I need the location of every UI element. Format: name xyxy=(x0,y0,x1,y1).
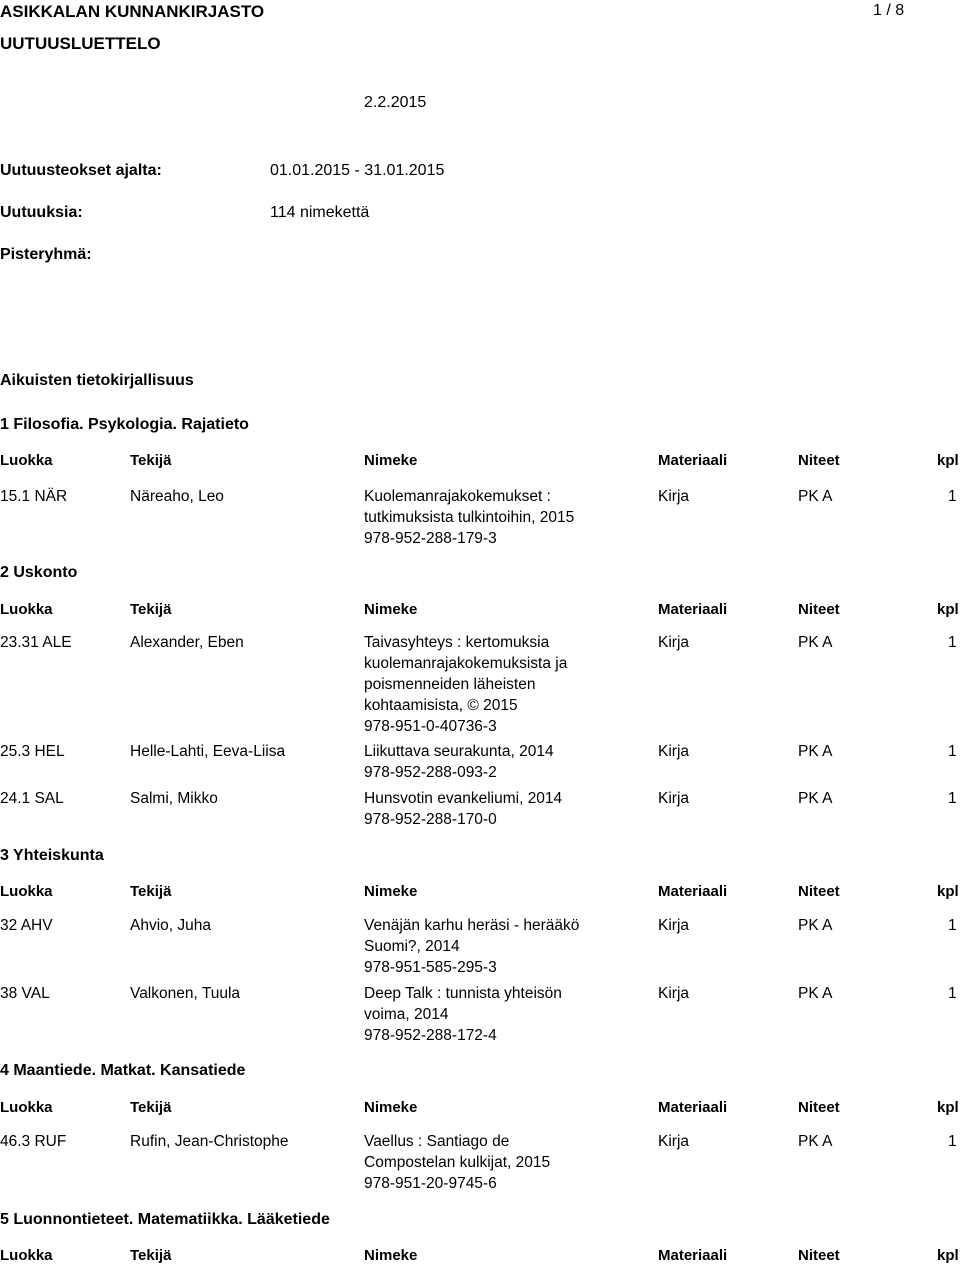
row-isbn: 978-951-20-9745-6 xyxy=(364,1175,497,1192)
col-luokka: Luokka xyxy=(0,883,53,900)
section-title: 3 Yhteiskunta xyxy=(0,847,104,864)
col-kpl: kpl xyxy=(937,1247,959,1264)
count-value: 114 nimekettä xyxy=(270,204,370,221)
row-kpl: 1 xyxy=(948,790,957,807)
row-niteet: PK A xyxy=(798,1133,833,1150)
row-kpl: 1 xyxy=(948,1133,957,1150)
row-isbn: 978-951-0-40736-3 xyxy=(364,718,497,735)
col-materiaali: Materiaali xyxy=(658,601,728,618)
col-nimeke: Nimeke xyxy=(364,1247,418,1264)
row-kpl: 1 xyxy=(948,985,957,1002)
section-title: 1 Filosofia. Psykologia. Rajatieto xyxy=(0,416,249,433)
col-niteet: Niteet xyxy=(798,452,840,469)
col-kpl: kpl xyxy=(937,1099,959,1116)
row-isbn: 978-952-288-179-3 xyxy=(364,530,497,547)
col-materiaali: Materiaali xyxy=(658,452,728,469)
row-materiaali: Kirja xyxy=(658,1133,690,1150)
col-luokka: Luokka xyxy=(0,452,53,469)
row-tekija: Alexander, Eben xyxy=(130,634,244,651)
col-niteet: Niteet xyxy=(798,601,840,618)
category-heading: Aikuisten tietokirjallisuus xyxy=(0,372,194,389)
col-tekija: Tekijä xyxy=(130,452,172,469)
row-luokka: 46.3 RUF xyxy=(0,1133,67,1150)
group-label: Pisteryhmä: xyxy=(0,246,92,263)
period-value: 01.01.2015 - 31.01.2015 xyxy=(270,162,445,179)
period-label: Uutuusteokset ajalta: xyxy=(0,162,162,179)
col-niteet: Niteet xyxy=(798,883,840,900)
row-luokka: 32 AHV xyxy=(0,917,53,934)
col-materiaali: Materiaali xyxy=(658,1247,728,1264)
row-isbn: 978-951-585-295-3 xyxy=(364,959,497,976)
row-tekija: Helle-Lahti, Eeva-Liisa xyxy=(130,743,286,760)
row-materiaali: Kirja xyxy=(658,634,690,651)
row-niteet: PK A xyxy=(798,790,833,807)
row-nimeke: Hunsvotin evankeliumi, 2014 xyxy=(364,790,563,807)
row-materiaali: Kirja xyxy=(658,985,690,1002)
col-tekija: Tekijä xyxy=(130,1247,172,1264)
library-name: ASIKKALAN KUNNANKIRJASTO xyxy=(0,2,265,21)
row-nimeke: Taivasyhteys : kertomuksia kuolemanrajakokemuksista ja poismenneiden läheisten kohtaamisista, © 2015 xyxy=(364,634,568,714)
col-nimeke: Nimeke xyxy=(364,601,418,618)
row-isbn: 978-952-288-093-2 xyxy=(364,764,497,781)
row-nimeke: Kuolemanrajakokemukset : tutkimuksista tulkintoihin, 2015 xyxy=(364,488,575,526)
col-tekija: Tekijä xyxy=(130,1099,172,1116)
row-isbn: 978-952-288-170-0 xyxy=(364,811,497,828)
list-title: UUTUUSLUETTELO xyxy=(0,34,161,53)
col-kpl: kpl xyxy=(937,601,959,618)
col-kpl: kpl xyxy=(937,883,959,900)
row-kpl: 1 xyxy=(948,488,957,505)
count-label: Uutuuksia: xyxy=(0,204,83,221)
row-tekija: Valkonen, Tuula xyxy=(130,985,241,1002)
row-luokka: 24.1 SAL xyxy=(0,790,64,807)
row-tekija: Ahvio, Juha xyxy=(130,917,211,934)
col-luokka: Luokka xyxy=(0,1247,53,1264)
row-luokka: 23.31 ALE xyxy=(0,634,72,651)
row-nimeke: Venäjän karhu heräsi - herääkö Suomi?, 2014 xyxy=(364,917,580,955)
row-niteet: PK A xyxy=(798,634,833,651)
row-nimeke: Vaellus : Santiago de Compostelan kulkijat, 2015 xyxy=(364,1133,551,1171)
row-kpl: 1 xyxy=(948,917,957,934)
row-niteet: PK A xyxy=(798,985,833,1002)
row-materiaali: Kirja xyxy=(658,790,690,807)
row-isbn: 978-952-288-172-4 xyxy=(364,1027,497,1044)
col-nimeke: Nimeke xyxy=(364,452,418,469)
col-nimeke: Nimeke xyxy=(364,1099,418,1116)
row-tekija: Salmi, Mikko xyxy=(130,790,218,807)
row-nimeke: Deep Talk : tunnista yhteisön voima, 2014 xyxy=(364,985,562,1023)
row-luokka: 15.1 NÄR xyxy=(0,488,68,505)
row-tekija: Rufin, Jean-Christophe xyxy=(130,1133,289,1150)
row-niteet: PK A xyxy=(798,743,833,760)
col-nimeke: Nimeke xyxy=(364,883,418,900)
row-nimeke: Liikuttava seurakunta, 2014 xyxy=(364,743,554,760)
row-materiaali: Kirja xyxy=(658,488,690,505)
row-materiaali: Kirja xyxy=(658,743,690,760)
col-materiaali: Materiaali xyxy=(658,883,728,900)
row-luokka: 25.3 HEL xyxy=(0,743,65,760)
col-tekija: Tekijä xyxy=(130,883,172,900)
section-title: 5 Luonnontieteet. Matematiikka. Lääketiede xyxy=(0,1211,330,1228)
col-tekija: Tekijä xyxy=(130,601,172,618)
col-materiaali: Materiaali xyxy=(658,1099,728,1116)
row-luokka: 38 VAL xyxy=(0,985,50,1002)
row-tekija: Näreaho, Leo xyxy=(130,488,224,505)
section-title: 4 Maantiede. Matkat. Kansatiede xyxy=(0,1062,246,1079)
row-niteet: PK A xyxy=(798,917,833,934)
col-luokka: Luokka xyxy=(0,601,53,618)
col-luokka: Luokka xyxy=(0,1099,53,1116)
report-date: 2.2.2015 xyxy=(364,94,427,111)
row-kpl: 1 xyxy=(948,743,957,760)
col-kpl: kpl xyxy=(937,452,959,469)
row-niteet: PK A xyxy=(798,488,833,505)
section-title: 2 Uskonto xyxy=(0,564,78,581)
col-niteet: Niteet xyxy=(798,1099,840,1116)
col-niteet: Niteet xyxy=(798,1247,840,1264)
page-indicator: 1 / 8 xyxy=(873,2,905,19)
row-kpl: 1 xyxy=(948,634,957,651)
row-materiaali: Kirja xyxy=(658,917,690,934)
